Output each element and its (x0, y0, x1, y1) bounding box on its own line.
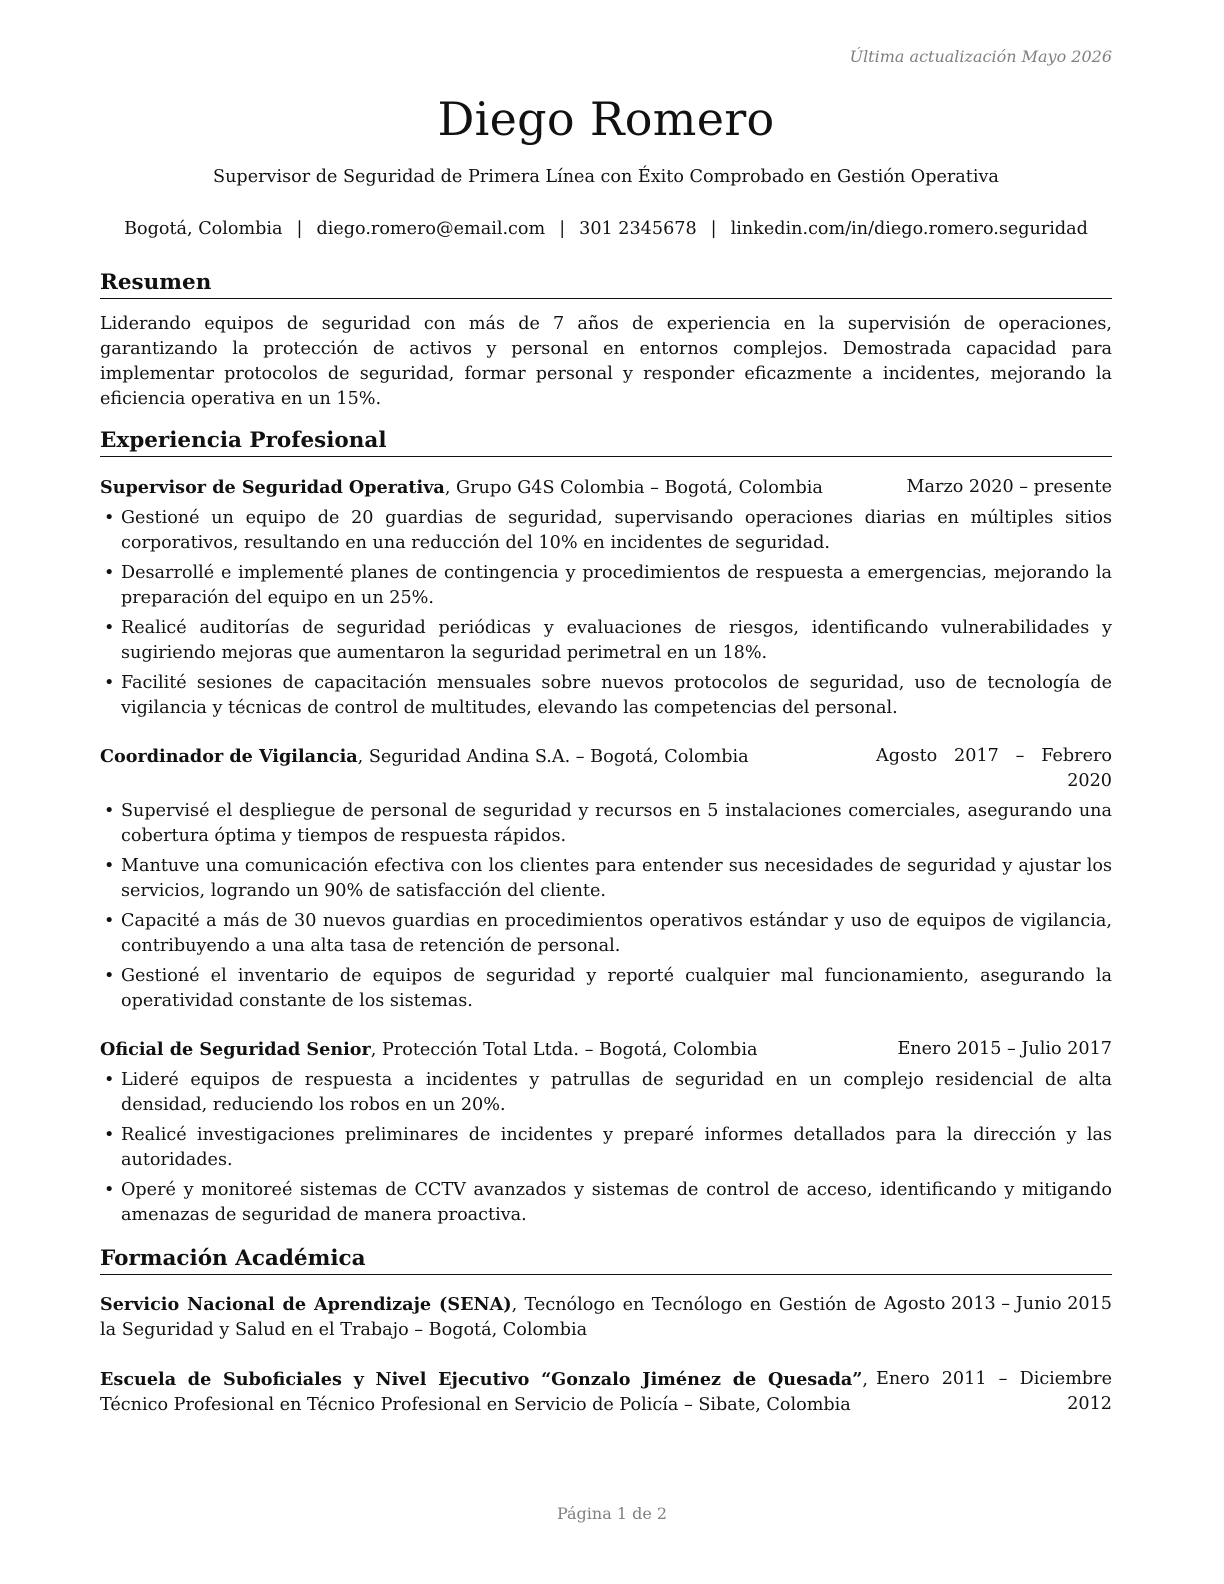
job-company: , Protección Total Ltda. – Bogotá, Colombia (370, 1040, 758, 1060)
job-bullet: • Supervisé el despliegue de personal de seguridad y recursos en 5 instalaciones comerciales, asegurando una cobertura óptima y tiempos de respuesta rápidos. (100, 799, 1112, 849)
job-bullet: • Lideré equipos de respuesta a incidentes y patrullas de seguridad en un complejo residencial de alta densidad, reduciendo los robos en un 20%. (100, 1068, 1112, 1118)
job-bullets (100, 506, 1112, 721)
education-institution: Servicio Nacional de Aprendizaje (SENA) (100, 1294, 512, 1315)
contact-linkedin[interactable]: linkedin.com/in/diego.romero.seguridad (730, 219, 1088, 239)
job-bullet: • Realicé investigaciones preliminares de incidentes y preparé informes detallados para la dirección y las autoridades. (100, 1123, 1112, 1173)
experience-section (100, 427, 1112, 1228)
job-entry (100, 475, 1112, 721)
section-title-experience: Experiencia Profesional (100, 427, 1112, 457)
job-bullet: • Desarrollé e implementé planes de contingencia y procedimientos de respuesta a emergencias, mejorando la preparación del equipo en un 25%. (100, 561, 1112, 611)
job-bullet: • Mantuve una comunicación efectiva con los clientes para entender sus necesidades de seguridad y ajustar los servicios, logrando un 90% de satisfacción del cliente. (100, 854, 1112, 904)
education-dates: Enero 2011 – Diciembre 2012 (876, 1369, 1112, 1414)
contact-email[interactable]: diego.romero@email.com (316, 219, 546, 239)
page-number: Página 1 de 2 (556, 1504, 668, 1523)
education-section (100, 1245, 1112, 1418)
job-bullets (100, 799, 1112, 1014)
job-bullet: • Gestioné el inventario de equipos de seguridad y reporté cualquier mal funcionamiento, asegurando la operatividad constante de los sistemas. (100, 964, 1112, 1014)
job-header (100, 475, 1112, 501)
contact-separator: | (710, 219, 717, 239)
job-bullet: • Operé y monitoreé sistemas de CCTV avanzados y sistemas de control de acceso, identificando y mitigando amenazas de seguridad de manera proactiva. (100, 1178, 1112, 1228)
job-dates: Agosto 2017 – Febrero 2020 (876, 746, 1112, 791)
job-bullets (100, 1068, 1112, 1228)
job-dates: Marzo 2020 – presente (906, 477, 1112, 497)
job-bullet: • Capacité a más de 30 nuevos guardias en procedimientos operativos estándar y uso de equipos de vigilancia, contribuyendo a una alta tasa de retención de personal. (100, 909, 1112, 959)
job-header (100, 1037, 1112, 1063)
education-entry (100, 1367, 1112, 1418)
education-dates: Agosto 2013 – Junio 2015 (884, 1294, 1112, 1314)
education-entry (100, 1292, 1112, 1343)
candidate-name: Diego Romero (437, 92, 775, 146)
job-company: , Grupo G4S Colombia – Bogotá, Colombia (444, 478, 823, 498)
job-role: Coordinador de Vigilancia (100, 746, 358, 767)
contact-phone: 301 2345678 (579, 219, 697, 239)
contact-separator: | (296, 219, 303, 239)
job-role: Supervisor de Seguridad Operativa (100, 477, 445, 498)
job-dates: Enero 2015 – Julio 2017 (897, 1039, 1112, 1059)
contact-line (100, 217, 1112, 242)
education-detail: , Tecnólogo en Tecnólogo en Gestión de la Seguridad y Salud en el Trabajo – Bogotá, Colombia (100, 1295, 877, 1340)
section-title-summary: Resumen (100, 269, 1112, 299)
summary-section (100, 269, 1112, 412)
job-company: , Seguridad Andina S.A. – Bogotá, Colombia (357, 747, 749, 767)
job-bullet: • Realicé auditorías de seguridad periódicas y evaluaciones de riesgos, identificando vulnerabilidades y sugiriendo mejoras que aumentaron la seguridad perimetral en un 18%. (100, 616, 1112, 666)
section-title-education: Formación Académica (100, 1245, 1112, 1275)
job-entry (100, 1037, 1112, 1228)
last-updated: Última actualización Mayo 2026 (849, 47, 1112, 66)
job-header (100, 744, 1112, 794)
job-bullet: • Facilité sesiones de capacitación mensuales sobre nuevos protocolos de seguridad, uso de tecnología de vigilancia y técnicas de control de multitudes, elevando las competencias del personal. (100, 671, 1112, 721)
contact-separator: | (559, 219, 566, 239)
contact-location: Bogotá, Colombia (124, 219, 283, 239)
education-detail: , Técnico Profesional en Técnico Profesional en Servicio de Policía – Sibate, Colombia (100, 1370, 868, 1415)
tagline: Supervisor de Seguridad de Primera Línea con Éxito Comprobado en Gestión Operativa (213, 167, 999, 187)
job-entry (100, 744, 1112, 1014)
education-institution: Escuela de Suboficiales y Nivel Ejecutivo “Gonzalo Jiménez de Quesada” (100, 1369, 863, 1390)
job-bullet: • Gestioné un equipo de 20 guardias de seguridad, supervisando operaciones diarias en múltiples sitios corporativos, resultando en una reducción del 10% en incidentes de seguridad. (100, 506, 1112, 556)
summary-text: Liderando equipos de seguridad con más de 7 años de experiencia en la supervisión de operaciones, garantizando la protección de activos y personal en entornos complejos. Demostrada capacidad para implementar protocolos de seguridad, formar personal y responder eficazmente a incidentes, mejorando la eficiencia operativa en un 15%. (100, 314, 1112, 409)
job-role: Oficial de Seguridad Senior (100, 1039, 371, 1060)
